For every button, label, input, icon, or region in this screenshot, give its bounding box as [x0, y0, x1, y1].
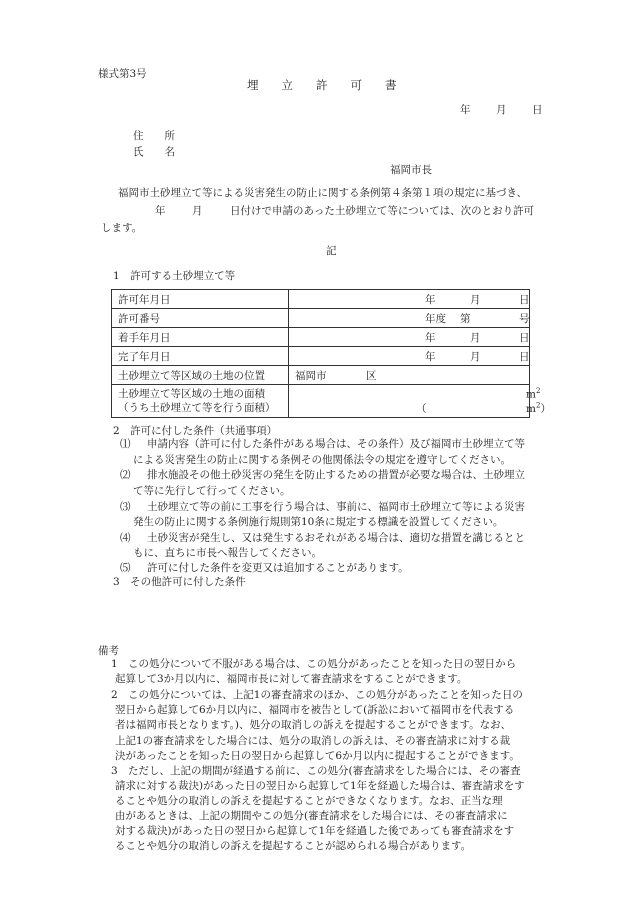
- condition-num: ⑶: [120, 501, 131, 513]
- table-row: [112, 347, 530, 366]
- row-value-1: 年: [425, 294, 436, 306]
- intro-line-2-year: 年: [155, 205, 166, 217]
- row-value-3: 日: [519, 294, 530, 306]
- row-value-1: 年度: [425, 313, 446, 325]
- condition-line-2: て等に先行して行ってください。: [133, 485, 291, 497]
- address-label: 住 所: [133, 130, 175, 142]
- area-label-line-2: （うち土砂埋立て等を行う面積）: [118, 402, 276, 414]
- area-unit-1: [526, 387, 540, 401]
- note-line: この処分について不服がある場合は、この処分があったことを知った日の翌日から: [128, 658, 517, 670]
- note-line: ることや処分の取消しの訴えを提起することができなくなります。なお、正当な理: [115, 795, 503, 807]
- row-value: [289, 328, 530, 347]
- intro-line-2-rest: 日付けで申請のあった土砂埋立て等については、次のとおり許可: [230, 205, 535, 217]
- row-value-1: 福岡市: [295, 370, 327, 382]
- condition-line-1: 申請内容（許可に付した条件がある場合は、その条件）及び福岡市土砂埋立て等: [147, 438, 525, 450]
- name-label: 氏 名: [133, 146, 175, 158]
- note-line: 由があるときは、上記の期間やこの処分(審査請求をした場合には、その審査請求に: [115, 810, 508, 822]
- area-label-line-1: 土砂埋立て等区域の土地の面積: [118, 388, 265, 400]
- form-number: 様式第3号: [98, 68, 147, 80]
- condition-line-2: 発生の防止に関する条例施行規則第10条に規定する標識を設置してください。: [133, 516, 504, 528]
- note-num: 1: [111, 658, 118, 670]
- permission-table: [111, 289, 551, 418]
- row-value: [289, 290, 530, 309]
- row-value-2: 月: [470, 294, 481, 306]
- area-label: [112, 385, 289, 418]
- unit-m: m: [526, 403, 536, 415]
- table-row-area: [112, 385, 530, 418]
- row-value-3: 号: [519, 313, 530, 325]
- table-row: [112, 366, 530, 385]
- document-title: 埋 立 許 可 書: [247, 78, 397, 92]
- note-line: ただし、上記の期間が経過する前に、この処分(審査請求をした場合には、その審査: [128, 765, 521, 777]
- condition-line-2: もに、直ちに市長へ報告してください。: [133, 547, 322, 559]
- table-row: [112, 309, 530, 328]
- note-line: 者は福岡市長となります。)、処分の取消しの訴えを提起することができます。なお、: [115, 719, 512, 731]
- row-label: 完了年月日: [112, 347, 289, 366]
- date-month: 月: [496, 104, 507, 116]
- note-line: 決があったことを知った日の翌日から起算して6か月以内に提起することができます。: [115, 750, 520, 762]
- unit-m: m: [526, 388, 536, 401]
- intro-line-3: します。: [101, 222, 143, 234]
- paren-close: ）: [540, 403, 551, 415]
- date-year: 年: [460, 104, 471, 116]
- note-line: 請求に対する裁決)があった日の翌日から起算して1年を経過した場合は、審査請求をす: [115, 780, 525, 792]
- row-value-3: 日: [519, 351, 530, 363]
- note-line: 対する裁決)があった日の翌日から起算して1年を経過した後であっても審査請求をす: [115, 825, 515, 837]
- condition-num: ⑴: [120, 438, 131, 450]
- condition-num: ⑵: [120, 469, 131, 481]
- row-label: 着手年月日: [112, 328, 289, 347]
- section-3-heading: 3 その他許可に付した条件: [113, 576, 246, 588]
- section-2-heading: 2 許可に付した条件（共通事項）: [113, 425, 278, 437]
- condition-line-1: 許可に付した条件を変更又は追加することがあります。: [147, 562, 409, 574]
- issuer: 福岡市長: [390, 164, 432, 176]
- note-num: 2: [111, 689, 118, 701]
- condition-line-2: による災害発生の防止に関する条例その他関係法令の規定を遵守してください。: [133, 454, 511, 466]
- row-label: 土砂埋立て等区域の土地の位置: [112, 366, 289, 385]
- row-value: [289, 309, 530, 328]
- row-value-2: 月: [470, 351, 481, 363]
- unit-sup: 2: [535, 387, 541, 395]
- area-value: [289, 385, 551, 418]
- note-line: ることや処分の取消しの訴えを提起することが認められる場合があります。: [115, 840, 472, 852]
- condition-line-1: 土砂災害が発生し、又は発生するおそれがある場合は、適切な措置を講じるとと: [147, 532, 525, 544]
- condition-line-1: 土砂埋立て等の前に工事を行う場合は、事前に、福岡市土砂埋立て等による災害: [147, 501, 525, 513]
- row-value: [289, 347, 530, 366]
- row-label: 許可年月日: [112, 290, 289, 309]
- row-value-2: 月: [470, 332, 481, 344]
- note-line: 起算して3か月以内に、福岡市長に対して審査請求をすることができます。: [115, 673, 468, 685]
- note-line: この処分については、上記1の審査請求のほか、この処分があったことを知った日の: [128, 689, 523, 701]
- ki-heading: 記: [326, 245, 337, 257]
- area-paren-open: （: [416, 403, 427, 415]
- row-value-1: 年: [425, 351, 436, 363]
- date-day: 日: [532, 104, 543, 116]
- row-value-2: 区: [366, 370, 377, 382]
- row-value-2: 第: [460, 313, 471, 325]
- row-value-3: 日: [519, 332, 530, 344]
- row-value: [289, 366, 530, 385]
- condition-line-1: 排水施設その他土砂災害の発生を防止するための措置が必要な場合は、土砂埋立: [147, 469, 525, 481]
- condition-num: ⑷: [120, 532, 131, 544]
- unit-sup: 2: [535, 401, 541, 410]
- note-num: 3: [111, 765, 118, 777]
- condition-num: ⑸: [120, 562, 131, 574]
- section-1-heading: 1 許可する土砂埋立て等: [113, 270, 236, 282]
- notes-heading: 備考: [98, 645, 119, 657]
- note-line: 上記1の審査請求をした場合には、処分の取消しの訴えは、その審査請求に対する裁: [115, 735, 511, 747]
- row-label: 許可番号: [112, 309, 289, 328]
- intro-line-1: 福岡市土砂埋立て等による災害発生の防止に関する条例第４条第１項の規定に基づき、: [118, 187, 528, 199]
- table-row: [112, 290, 530, 309]
- row-value-1: 年: [425, 332, 436, 344]
- note-line: 翌日から起算して6か月以内に、福岡市を被告として(訴訟において福岡市を代表する: [115, 704, 515, 716]
- area-unit-2: [526, 401, 551, 416]
- intro-line-2-month: 月: [192, 205, 203, 217]
- table-row: [112, 328, 530, 347]
